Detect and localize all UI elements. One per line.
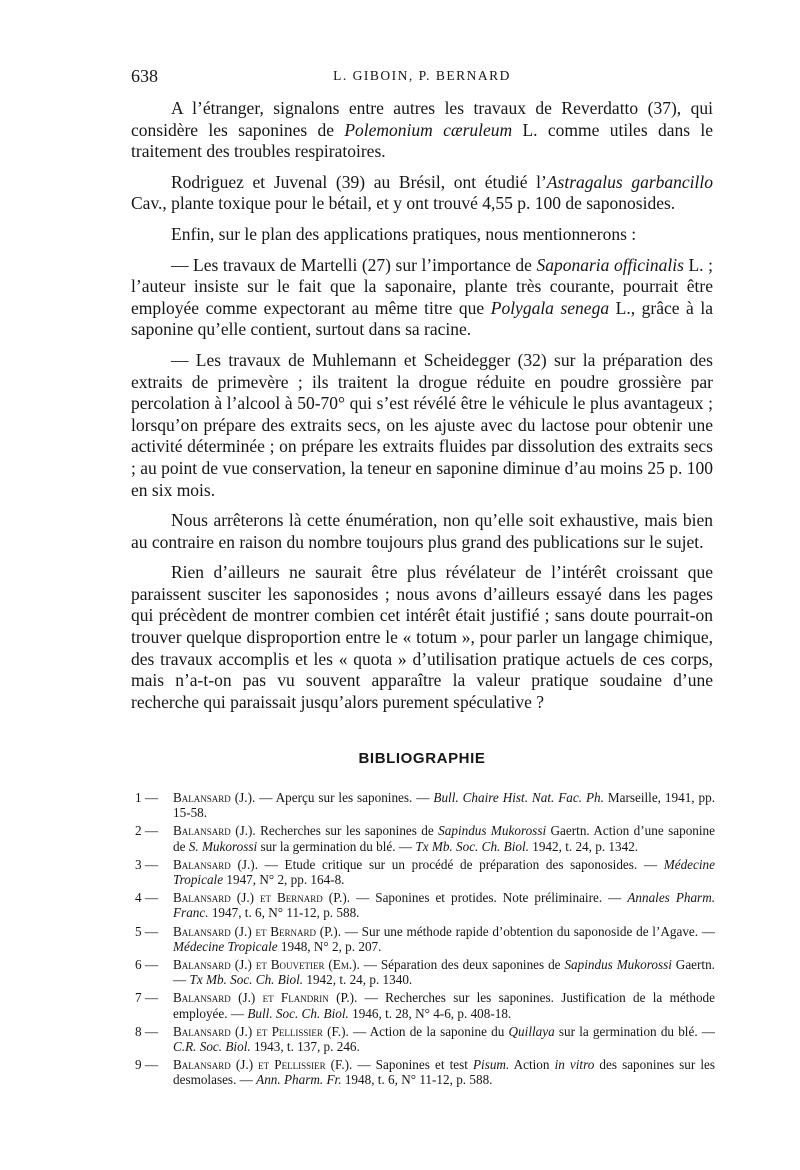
bibliography-entry [135,857,715,887]
text-run: 1947, N° 2, pp. 164-8. [223,872,345,888]
text-run: — Séparation des deux saponines de [359,957,565,973]
author-names: Balansard (J.). [173,823,256,839]
entry-number: 3 — [135,856,159,872]
italic-run: Médecine Tropicale [173,856,715,888]
paragraph [131,350,713,501]
text-run: Gaertn. Action d’une saponine de [173,823,715,854]
bibliography-list [135,790,715,1091]
bibliography-entry [135,957,715,987]
italic-run: Pisum. [472,1057,510,1073]
text-run: Cav., plante toxique pour le bétail, et y ont trouvé 4,55 p. 100 de saponosides. [131,193,676,214]
bibliography-entry [135,823,715,853]
text-run: Gaertn. — [173,957,715,988]
entry-number: 1 — [135,790,159,805]
entry-number: 7 — [135,990,159,1006]
author-names: Balansard (J.) et Flandrin (P.). [173,990,358,1006]
bibliography-entry [135,990,715,1020]
text-run: 1942, t. 24, p. 1340. [303,972,413,988]
entry-number: 6 — [135,957,159,973]
italic-run: Polygala senega [490,297,610,318]
paragraph [131,510,713,553]
author-names: Balansard (J.) et Bouvetier (Em.). [173,957,360,973]
body-text [131,98,713,713]
text-run: — Recherches sur les saponines. Justification de la méthode employée. — [173,990,715,1021]
text-run: — Sur une méthode rapide d’obtention du saponoside de l’Agave. — [341,923,715,939]
entry-number: 9 — [135,1057,159,1073]
paragraph [131,172,713,215]
author-names: Balansard (J.) et Bernard (P.). [173,923,341,939]
entry-number: 2 — [135,823,159,839]
text-run: 1946, t. 28, N° 4-6, p. 408-18. [348,1005,512,1021]
italic-run: Saponaria officinalis [536,254,684,275]
bibliography-heading: BIBLIOGRAPHIE [358,750,486,767]
italic-run: Quillaya [508,1023,555,1039]
paragraph [131,98,713,163]
text-run: — Etude critique sur un procédé de préparation des saponosides. — [258,856,664,872]
italic-run: S. Mukorossi [188,838,258,854]
author-names: Balansard (J.) et Bernard (P.). [173,890,351,906]
author-names: Balansard (J.). [173,856,258,872]
text-run: — Action de la saponine du [348,1023,509,1039]
text-run: — Saponines et test [352,1057,473,1073]
bibliography-entry [135,890,715,920]
paragraph [131,255,713,341]
text-run: 1943, t. 137, p. 246. [250,1039,360,1055]
text-run: Rien d’ailleurs ne saurait être plus révélateur de l’intérêt croissant que paraissent susciter les saponosides ; nous avons d’ailleurs essayé dans les pages qui précèdent de montrer combien cet intérêt était justifié ; sans doute pourrait-on trouver quelque disproportion entre le « totum », pour parler un langage chimique, des travaux accomplis et les « quota » d’utilisation pratique actuels de ces corps, mais n’a-t-on pas vu souvent apparaître la valeur pratique soudaine d’une recherche qui paraissait jusqu’alors purement spéculative ? [131,562,713,712]
italic-run: Annales Pharm. Franc. [173,890,716,921]
italic-run: Bull. Soc. Ch. Biol. [247,1005,349,1021]
italic-run: in vitro [554,1057,595,1073]
text-run: 1948, N° 2, p. 207. [277,938,382,954]
text-run: Enfin, sur le plan des applications pratiques, nous mentionnerons : [171,223,637,244]
author-names: Balansard (J.) et Pellissier (F.). [173,1023,349,1039]
paragraph [131,562,713,713]
italic-run: Ann. Pharm. Fr. [256,1072,342,1088]
italic-run: Sapindus Mukorossi [438,823,547,839]
text-run: — Saponines et protides. Note préliminaire. — [350,890,628,906]
page-number: 638 [131,66,158,86]
text-run: — Les travaux de Muhlemann et Scheidegger (32) sur la préparation des extraits de primevère ; ils traitent la drogue réduite en poudre grossière par percolation à l’alcool à 50-70° qui s’est révélé être le véhicule le plus avantageux ; lorsqu’on prépare des extraits secs, on les ajuste avec du lactose pour obtenir une activité déterminée ; on prépare les extraits fluides par dissolution des extraits secs ; au point de vue conservation, la teneur en saponine diminue d’au moins 25 p. 100 en six mois. [131,349,713,500]
text-run: sur la germination du blé. — [554,1023,715,1039]
italic-run: Polemonium cæruleum [344,119,513,140]
text-run: — Aperçu sur les saponines. — [255,790,434,805]
text-run: 1947, t. 6, N° 11-12, p. 588. [208,905,360,921]
text-run: — Les travaux de Martelli (27) sur l’importance de [171,254,537,275]
running-head [131,66,713,88]
italic-run: Tx Mb. Soc. Ch. Biol. [189,972,304,988]
entry-number: 8 — [135,1023,159,1039]
text-run: Recherches sur les saponines de [255,823,439,839]
bibliography-entry [135,790,715,820]
text-run: Action [509,1057,555,1073]
entry-number: 5 — [135,923,159,939]
text-run: 1948, t. 6, N° 11-12, p. 588. [341,1072,493,1088]
bibliography-entry [135,1024,715,1054]
running-title: L. GIBOIN, P. BERNARD [333,68,511,83]
text-run: L. comme utiles dans le traitement des troubles respiratoires. [131,119,713,162]
bibliography-entry [135,924,715,954]
paragraph [131,224,713,246]
text-run: 1942, t. 24, p. 1342. [528,838,639,854]
entry-number: 4 — [135,890,159,906]
bibliography-entry [135,1057,715,1087]
text-run: L. ; l’auteur insiste sur le fait que la saponaire, plante très courante, pourrait être employée comme expectorant au même titre que [131,254,713,318]
italic-run: Médecine Tropicale [173,938,278,954]
text-run: des saponines sur les desmolases. — [173,1057,716,1088]
author-names: Balansard (J.). [173,790,256,805]
italic-run: Astragalus garbancillo [546,171,713,192]
italic-run: Tx Mb. Soc. Ch. Biol. [415,838,529,854]
text-run: Rodriguez et Juvenal (39) au Brésil, ont étudié l’ [171,171,547,192]
text-run: Nous arrêterons là cette énumération, non qu’elle soit exhaustive, mais bien au contraire en raison du nombre toujours plus grand des publications sur le sujet. [131,510,713,552]
text-run: Marseille, 1941, pp. 15-58. [173,790,716,821]
text-run: A l’étranger, signalons entre autres les travaux de Reverdatto (37), qui considère les saponines de [131,98,713,140]
text-run: sur la germination du blé. — [257,838,416,854]
italic-run: Sapindus Mukorossi [564,957,672,973]
text-run: L., grâce à la saponine qu’elle contient, surtout dans sa racine. [131,297,713,340]
italic-run: Bull. Chaire Hist. Nat. Fac. Ph. [433,790,604,805]
italic-run: C.R. Soc. Biol. [173,1039,251,1055]
author-names: Balansard (J.) et Pellissier (F.). [173,1057,353,1073]
